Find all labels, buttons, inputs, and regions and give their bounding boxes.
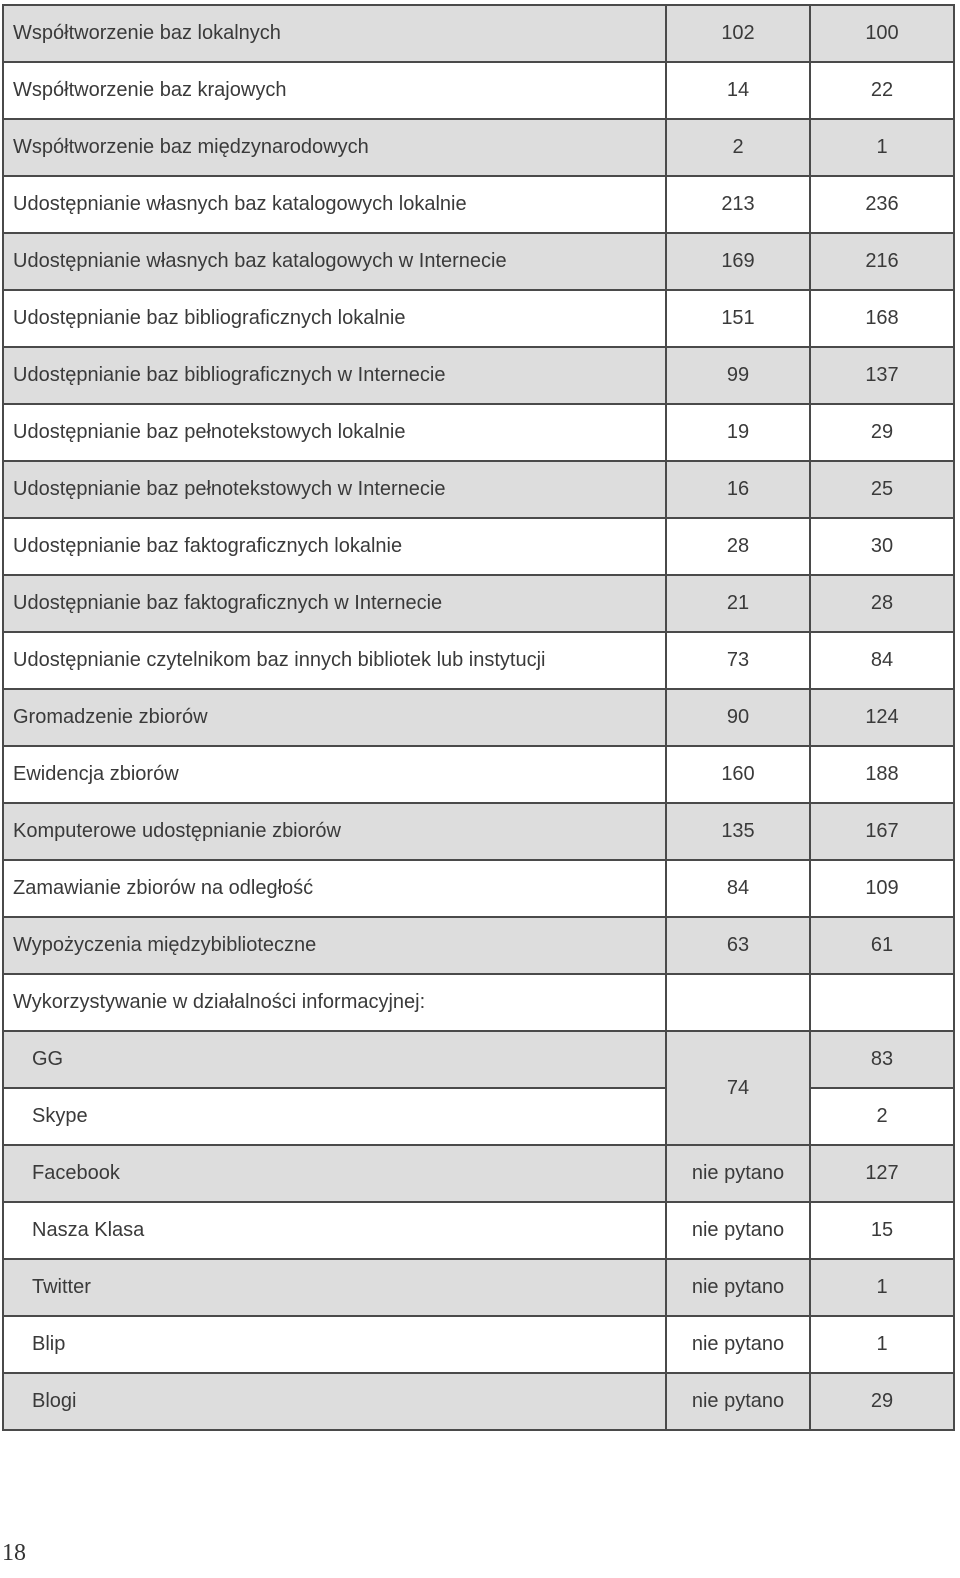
row-value-1: nie pytano [666,1145,810,1202]
row-label: Udostępnianie czytelnikom baz innych bibliotek lub instytucji [3,632,666,689]
table-row [3,518,954,575]
row-value-2: 188 [810,746,954,803]
row-label: Twitter [3,1259,666,1316]
row-value-1: 2 [666,119,810,176]
row-label: Współtworzenie baz międzynarodowych [3,119,666,176]
table-row [3,404,954,461]
table-row [3,233,954,290]
table-row [3,461,954,518]
table-row [3,119,954,176]
merged-value-gg-skype: 74 [666,1031,810,1145]
row-label: Udostępnianie baz bibliograficznych w Internecie [3,347,666,404]
row-value-1: 99 [666,347,810,404]
table-row [3,1088,954,1145]
row-label: Skype [3,1088,666,1145]
row-value-1: 73 [666,632,810,689]
row-label: Udostępnianie baz bibliograficznych lokalnie [3,290,666,347]
row-value-2: 1 [810,1316,954,1373]
row-value-1: nie pytano [666,1316,810,1373]
table-row [3,1202,954,1259]
row-value-2: 1 [810,1259,954,1316]
row-value-1: 90 [666,689,810,746]
row-value-2: 168 [810,290,954,347]
row-value-2: 28 [810,575,954,632]
row-value-1: nie pytano [666,1373,810,1430]
row-value-1: 28 [666,518,810,575]
row-label: GG [3,1031,666,1088]
row-value-1: 135 [666,803,810,860]
row-value-2: 30 [810,518,954,575]
row-value-2 [810,974,954,1031]
table-body [3,5,954,1430]
row-value-1: 16 [666,461,810,518]
row-label: Współtworzenie baz krajowych [3,62,666,119]
table-row [3,1373,954,1430]
row-label: Zamawianie zbiorów na odległość [3,860,666,917]
table-row [3,689,954,746]
row-value-2: 25 [810,461,954,518]
table-row [3,917,954,974]
row-value-1 [666,974,810,1031]
row-value-2: 61 [810,917,954,974]
table-row [3,62,954,119]
row-value-2: 15 [810,1202,954,1259]
table-row [3,1145,954,1202]
row-value-1: 14 [666,62,810,119]
section-header-label: Wykorzystywanie w działalności informacyjnej: [3,974,666,1031]
row-value-2: 216 [810,233,954,290]
row-value-1: 63 [666,917,810,974]
data-table [2,4,955,1431]
row-value-1: 84 [666,860,810,917]
row-value-2: 127 [810,1145,954,1202]
row-label: Facebook [3,1145,666,1202]
table-row [3,1259,954,1316]
row-label: Ewidencja zbiorów [3,746,666,803]
page-number: 18 [2,1540,26,1566]
table-row [3,632,954,689]
row-value-2: 1 [810,119,954,176]
row-label: Udostępnianie własnych baz katalogowych w Internecie [3,233,666,290]
row-value-1: 21 [666,575,810,632]
row-value-2: 84 [810,632,954,689]
table-row [3,803,954,860]
row-label: Udostępnianie baz faktograficznych w Internecie [3,575,666,632]
row-value-1: 19 [666,404,810,461]
row-value-2: 167 [810,803,954,860]
section-header-row [3,974,954,1031]
row-value-1: 102 [666,5,810,62]
row-value-2: 236 [810,176,954,233]
row-value-2: 100 [810,5,954,62]
row-value-1: 151 [666,290,810,347]
row-value-2: 137 [810,347,954,404]
table-row [3,1031,954,1088]
row-label: Blogi [3,1373,666,1430]
row-value-2: 2 [810,1088,954,1145]
table-row [3,347,954,404]
row-label: Udostępnianie baz pełnotekstowych w Internecie [3,461,666,518]
row-value-1: nie pytano [666,1259,810,1316]
table-row [3,575,954,632]
row-label: Udostępnianie własnych baz katalogowych lokalnie [3,176,666,233]
row-value-2: 83 [810,1031,954,1088]
row-value-1: 169 [666,233,810,290]
row-value-1: 160 [666,746,810,803]
row-label: Udostępnianie baz faktograficznych lokalnie [3,518,666,575]
row-label: Wypożyczenia międzybiblioteczne [3,917,666,974]
row-value-2: 29 [810,1373,954,1430]
row-value-2: 29 [810,404,954,461]
row-value-1: nie pytano [666,1202,810,1259]
row-label: Gromadzenie zbiorów [3,689,666,746]
row-label: Udostępnianie baz pełnotekstowych lokalnie [3,404,666,461]
table-row [3,746,954,803]
table-row [3,1316,954,1373]
row-value-2: 109 [810,860,954,917]
table-row [3,290,954,347]
row-label: Współtworzenie baz lokalnych [3,5,666,62]
table-row [3,5,954,62]
row-label: Nasza Klasa [3,1202,666,1259]
row-value-1: 213 [666,176,810,233]
table-row [3,176,954,233]
row-label: Komputerowe udostępnianie zbiorów [3,803,666,860]
row-value-2: 22 [810,62,954,119]
table-row [3,860,954,917]
row-value-2: 124 [810,689,954,746]
row-label: Blip [3,1316,666,1373]
